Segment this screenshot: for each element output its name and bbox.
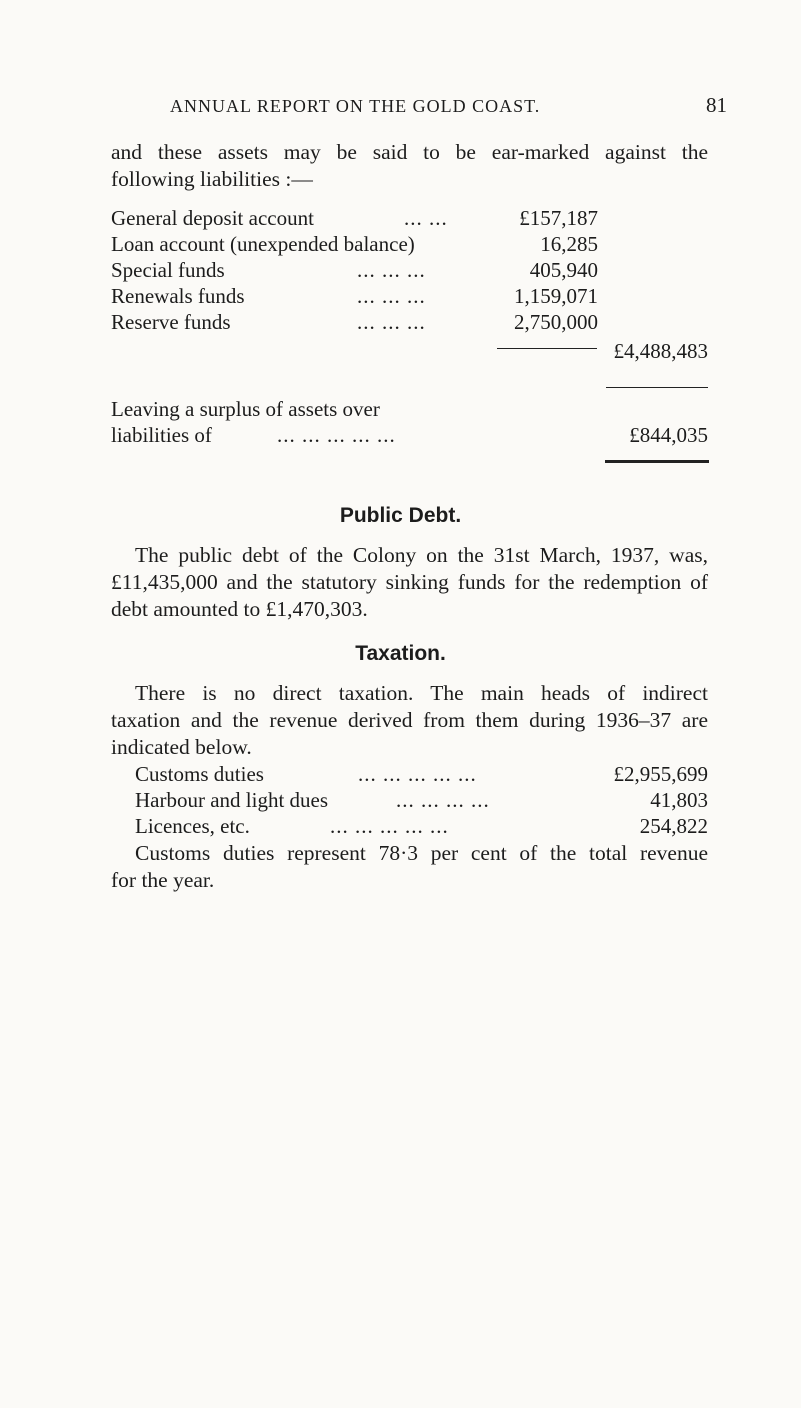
public-debt-heading: Public Debt. xyxy=(339,504,462,527)
surplus-line-1: Leaving a surplus of assets over xyxy=(111,397,380,421)
tax-amount: 254,822 xyxy=(639,814,708,838)
leader-dots: ... ... ... ... ... xyxy=(330,814,449,838)
public-debt-line-3: debt amounted to £1,470,303. xyxy=(111,597,368,621)
taxation-line-2: taxation and the revenue derived from them during 1936–37 are xyxy=(111,708,708,732)
leader-dots: ... ... ... ... xyxy=(396,788,490,812)
leader-dots: ... ... ... xyxy=(357,310,426,334)
liability-amount: 2,750,000 xyxy=(514,310,598,334)
liability-amount: 16,285 xyxy=(540,232,598,256)
public-debt-paragraph xyxy=(111,542,708,623)
closing-line-2: for the year. xyxy=(111,868,215,892)
tax-amount: £2,955,699 xyxy=(613,762,708,786)
liability-amount: 1,159,071 xyxy=(514,284,598,308)
liability-label: Renewals funds xyxy=(111,284,245,308)
taxation-line-1: There is no direct taxation. The main heads of indirect xyxy=(135,681,708,705)
closing-line-1: Customs duties represent 78·3 per cent of the total revenue xyxy=(135,841,708,865)
tax-label: Harbour and light dues xyxy=(135,788,329,812)
public-debt-line-2: £11,435,000 and the statutory sinking funds for the redemption of xyxy=(111,570,708,594)
tax-label: Customs duties xyxy=(135,762,264,786)
closing-paragraph xyxy=(111,840,708,894)
page-number: 81 xyxy=(706,93,727,117)
intro-line-2: following liabilities :— xyxy=(111,167,313,191)
tax-label: Licences, etc. xyxy=(135,814,250,838)
leader-dots: ... ... ... ... ... xyxy=(358,762,477,786)
liability-label: Reserve funds xyxy=(111,310,231,334)
liability-label: General deposit account xyxy=(111,206,314,230)
public-debt-line-1: The public debt of the Colony on the 31st March, 1937, was, xyxy=(135,543,708,567)
taxation-paragraph xyxy=(111,680,708,761)
tax-amount: 41,803 xyxy=(650,788,708,812)
surplus-line-2: liabilities of xyxy=(111,423,212,447)
taxation-line-3: indicated below. xyxy=(111,735,252,759)
leader-dots: ... ... ... xyxy=(357,284,426,308)
double-rule xyxy=(605,460,709,463)
total-rule xyxy=(606,387,708,388)
liability-amount: £157,187 xyxy=(519,206,598,230)
liability-amount: 405,940 xyxy=(529,258,598,282)
leader-dots: ... ... ... xyxy=(357,258,426,282)
intro-paragraph xyxy=(111,139,708,193)
taxation-heading: Taxation. xyxy=(355,642,446,665)
leader-dots: ... ... ... ... ... xyxy=(277,423,396,447)
liability-label: Special funds xyxy=(111,258,225,282)
liability-label: Loan account (unexpended balance) xyxy=(111,232,415,256)
leader-dots: ... ... xyxy=(404,206,448,230)
surplus-amount: £844,035 xyxy=(629,423,708,447)
running-header: ANNUAL REPORT ON THE GOLD COAST. xyxy=(170,96,541,116)
liabilities-total: £4,488,483 xyxy=(613,339,708,363)
intro-line-1: and these assets may be said to be ear-marked against the xyxy=(111,140,708,164)
